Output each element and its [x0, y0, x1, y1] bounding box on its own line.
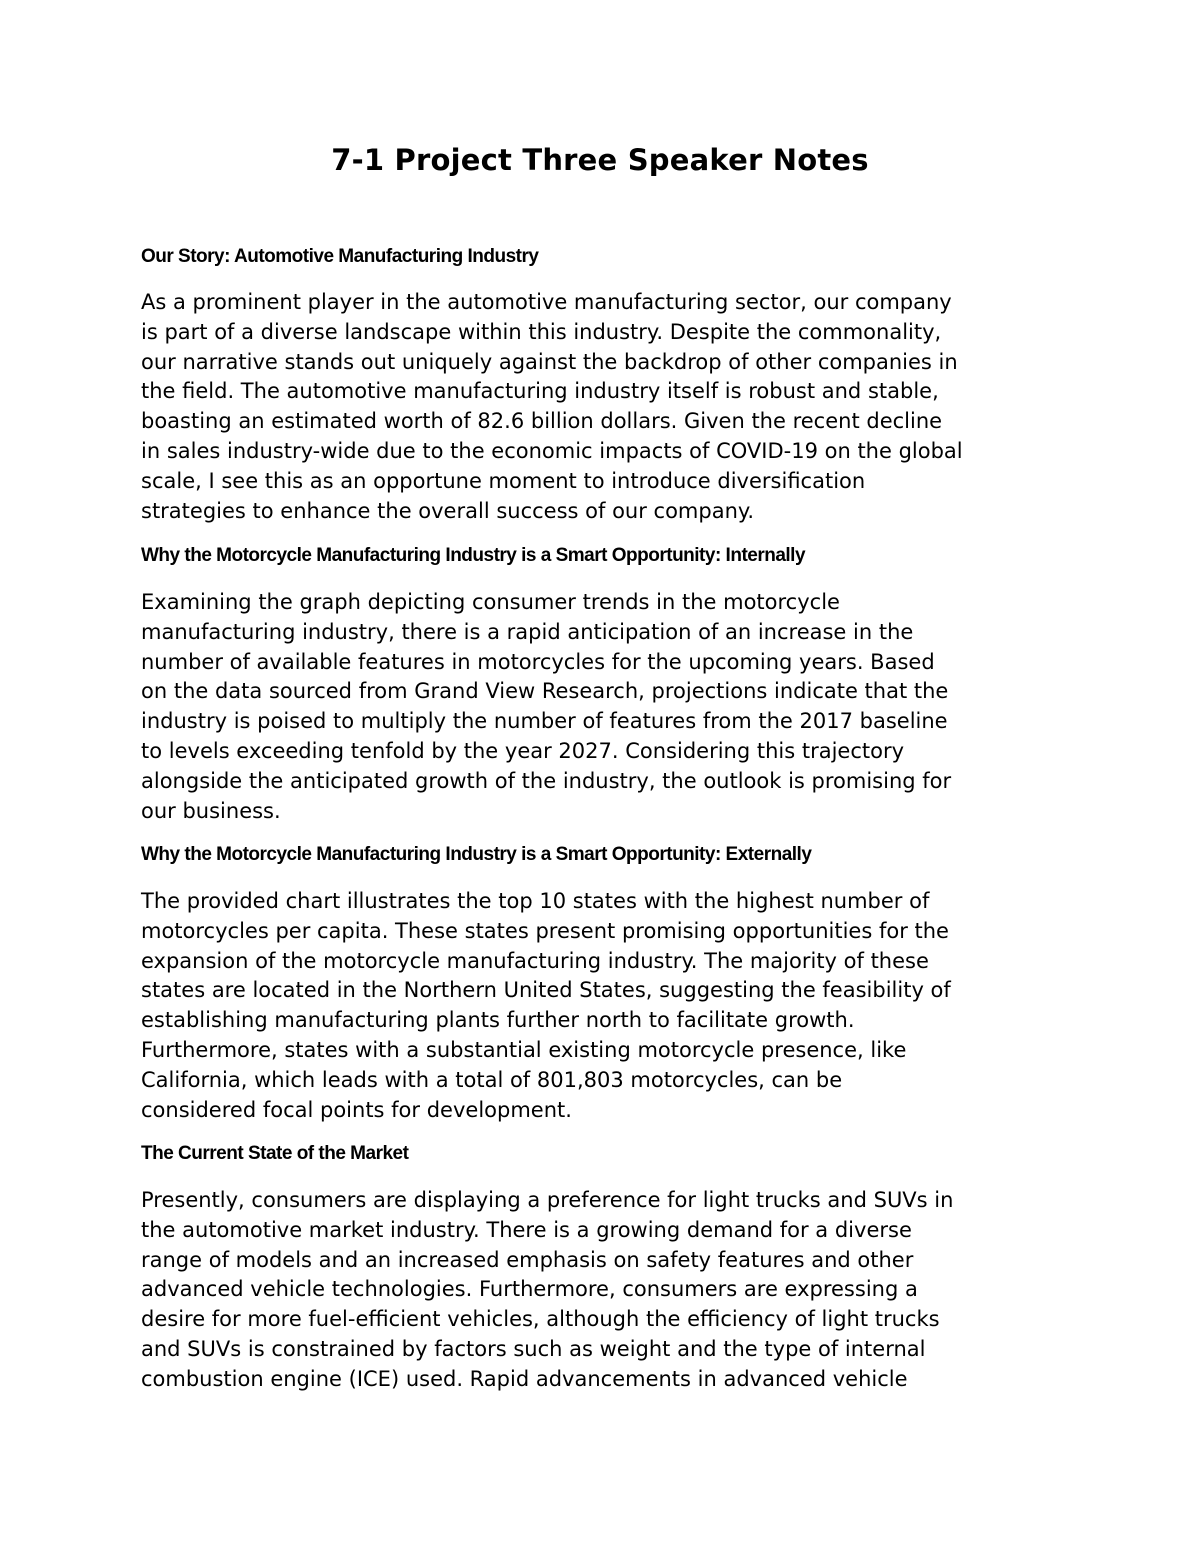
paragraph-line: scale, I see this as an opportune moment to introduce diversification: [141, 468, 866, 493]
paragraph-line: motorcycles per capita. These states present promising opportunities for the: [141, 918, 949, 943]
paragraph-line: Furthermore, states with a substantial existing motorcycle presence, like: [141, 1037, 907, 1062]
paragraph-line: combustion engine (ICE) used. Rapid advancements in advanced vehicle: [141, 1366, 908, 1391]
paragraph-line: our business.: [141, 798, 281, 823]
paragraph-line: and SUVs is constrained by factors such as weight and the type of internal: [141, 1336, 926, 1361]
paragraph-line: desire for more fuel-efficient vehicles, although the efficiency of light trucks: [141, 1307, 940, 1332]
section-heading-our-story: Our Story: Automotive Manufacturing Industry: [141, 246, 539, 267]
paragraph-line: is part of a diverse landscape within this industry. Despite the commonality,: [141, 319, 942, 344]
paragraph-line: considered focal points for development.: [141, 1097, 572, 1122]
section-paragraph-our-story: [141, 288, 963, 526]
paragraph-line: expansion of the motorcycle manufacturing industry. The majority of these: [141, 948, 929, 973]
paragraph-line: advanced vehicle technologies. Furthermore, consumers are expressing a: [141, 1277, 918, 1302]
section-paragraph-internally: [141, 588, 951, 826]
paragraph-line: California, which leads with a total of 801,803 motorcycles, can be: [141, 1067, 843, 1092]
section-heading-internally: Why the Motorcycle Manufacturing Industry is a Smart Opportunity: Internally: [141, 545, 806, 566]
paragraph-line: on the data sourced from Grand View Research, projections indicate that the: [141, 679, 949, 704]
paragraph-line: industry is poised to multiply the number of features from the 2017 baseline: [141, 709, 948, 734]
paragraph-line: strategies to enhance the overall success of our company.: [141, 498, 754, 523]
paragraph-line: The provided chart illustrates the top 10 states with the highest number of: [141, 889, 930, 913]
section-heading-market-state: The Current State of the Market: [141, 1143, 409, 1164]
paragraph-line: our narrative stands out uniquely against the backdrop of other companies in: [141, 349, 958, 374]
section-paragraph-externally: [141, 887, 951, 1125]
section-paragraph-market-state: [141, 1186, 953, 1395]
paragraph-line: manufacturing industry, there is a rapid anticipation of an increase in the: [141, 619, 914, 644]
paragraph-line: range of models and an increased emphasis on safety features and other: [141, 1247, 914, 1272]
paragraph-line: to levels exceeding tenfold by the year 2027. Considering this trajectory: [141, 738, 905, 763]
paragraph-line: establishing manufacturing plants further north to facilitate growth.: [141, 1008, 855, 1033]
paragraph-line: Presently, consumers are displaying a preference for light trucks and SUVs in: [141, 1188, 954, 1212]
paragraph-line: in sales industry-wide due to the economic impacts of COVID-19 on the global: [141, 438, 963, 463]
paragraph-line: states are located in the Northern United States, suggesting the feasibility of: [141, 978, 951, 1003]
paragraph-line: As a prominent player in the automotive manufacturing sector, our company: [141, 290, 952, 314]
section-heading-externally: Why the Motorcycle Manufacturing Industry is a Smart Opportunity: Externally: [141, 844, 812, 865]
paragraph-line: number of available features in motorcycles for the upcoming years. Based: [141, 649, 935, 674]
paragraph-line: boasting an estimated worth of 82.6 billion dollars. Given the recent decline: [141, 409, 943, 434]
paragraph-line: alongside the anticipated growth of the industry, the outlook is promising for: [141, 768, 952, 793]
paragraph-line: Examining the graph depicting consumer trends in the motorcycle: [141, 590, 840, 614]
paragraph-line: the automotive market industry. There is a growing demand for a diverse: [141, 1217, 912, 1242]
document-title: 7-1 Project Three Speaker Notes: [331, 143, 869, 177]
paragraph-line: the field. The automotive manufacturing industry itself is robust and stable,: [141, 379, 939, 404]
